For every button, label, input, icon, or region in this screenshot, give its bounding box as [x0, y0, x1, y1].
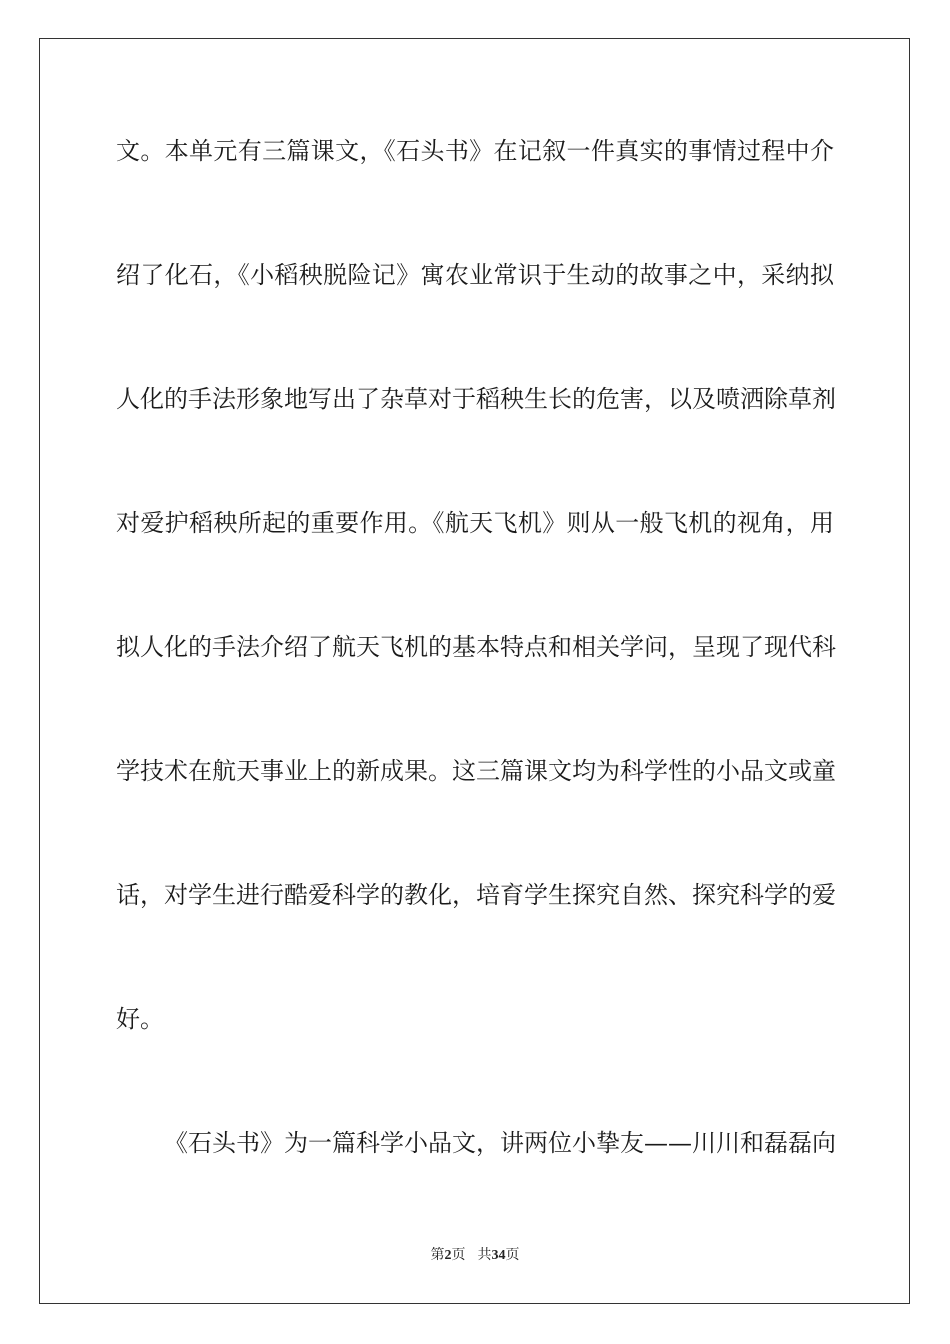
page-prefix: 第: [430, 1247, 445, 1263]
page-number: 2: [444, 1248, 452, 1263]
paragraph-line-3: 人化的手法形象地写出了杂草对于稻秧生长的危害，以及喷洒除草剂: [116, 385, 836, 413]
page-suffix: 页: [451, 1247, 466, 1263]
total-suffix: 页: [505, 1247, 520, 1263]
paragraph-line-1: 文。本单元有三篇课文，《石头书》在记叙一件真实的事情过程中介: [116, 137, 834, 165]
page-footer: [0, 1245, 950, 1266]
paragraph-line-2: 绍了化石，《小稻秧脱险记》寓农业常识于生动的故事之中，采纳拟: [116, 261, 834, 289]
paragraph-line-8: 好。: [116, 1005, 164, 1033]
paragraph-line-6: 学技术在航天事业上的新成果。这三篇课文均为科学性的小品文或童: [116, 757, 836, 785]
page-border: [39, 38, 910, 1304]
paragraph-line-5: 拟人化的手法介绍了航天飞机的基本特点和相关学问，呈现了现代科: [116, 633, 836, 661]
total-prefix: 共: [477, 1247, 492, 1263]
paragraph-line-7: 话，对学生进行酷爱科学的教化，培育学生探究自然、探究科学的爱: [116, 881, 836, 909]
paragraph-line-9: 《石头书》为一篇科学小品文，讲两位小挚友——川川和磊磊向: [164, 1129, 836, 1157]
paragraph-line-4: 对爱护稻秧所起的重要作用。《航天飞机》则从一般飞机的视角，用: [116, 509, 834, 537]
total-pages: 34: [491, 1248, 506, 1263]
